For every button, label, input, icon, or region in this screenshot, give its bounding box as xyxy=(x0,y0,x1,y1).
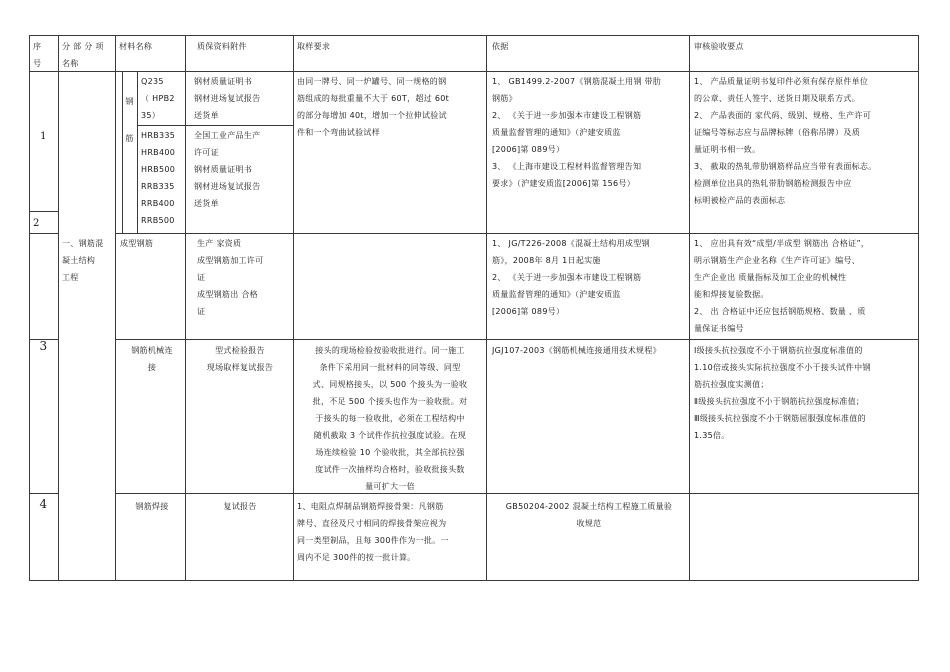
mech-basis: JGJ107-2003《钢筋机械连接通用技术规程》 xyxy=(492,346,661,355)
material-review-table xyxy=(29,35,919,580)
category-label: 一、钢筋混 凝土结构 工程 xyxy=(62,239,104,282)
weld-material: 钢筋焊接 xyxy=(135,502,169,511)
col-divider-2 xyxy=(115,35,116,581)
row-divider-4 xyxy=(29,493,58,494)
formed-docs: 生产 家资质 成型钢筋加工许可 证 成型钢筋出 合格 证 xyxy=(197,239,264,316)
steel-type-hrb: HRB335 HRB400 HRB500 RRB335 RRB400 RRB500 xyxy=(141,131,176,225)
mech-material: 钢筋机械连 接 xyxy=(131,346,173,372)
row-divider-4b xyxy=(115,493,919,494)
col-divider-6 xyxy=(689,35,690,581)
header-category: 分 部 分 项 名称 xyxy=(62,42,104,68)
header-divider xyxy=(29,71,919,72)
steel-group-label-1: 钢 xyxy=(125,97,134,106)
row-divider-3b xyxy=(115,339,919,340)
table-border-bottom xyxy=(29,580,919,581)
steel-docs-a: 钢材质量证明书 钢材进场复试报告 送货单 xyxy=(194,77,261,120)
col-divider-4 xyxy=(293,35,294,581)
row-divider-1 xyxy=(29,211,58,212)
steel-group-label-2: 筋 xyxy=(125,134,134,143)
header-sampling: 取样要求 xyxy=(297,42,331,51)
row-4-seq: 4 xyxy=(39,497,48,511)
mech-sampling: 接头的现场检验按验收批进行。同一施工 条件下采用同一批材料的同等级、同型 式、同规格接头，以 500 个接头为一验收 批，不足 500 个接头也作为一验收批。对 于接头的每一验收批，必须在工程结构中 随机截取 3 个试件作抗拉强度试验。在现 场连续检验 10 个验收批，其全部抗拉强 度试件一次抽样均合格时，验收批接头数 量可扩大一倍 xyxy=(312,346,468,491)
mech-docs: 型式检验报告 现场取样复试报告 xyxy=(206,346,274,372)
weld-basis: GB50204-2002 混凝土结构工程施工质量验 收规范 xyxy=(505,502,673,528)
header-seq: 序 号 xyxy=(33,42,42,68)
table-border-right xyxy=(918,35,919,581)
steel-inner-divider-2 xyxy=(137,71,138,233)
row-2-seq: 2 xyxy=(33,218,40,229)
col-divider-3 xyxy=(185,35,186,581)
weld-docs: 复试报告 xyxy=(223,502,257,511)
steel-sampling: 由同一牌号、同一炉罐号、同一规格的钢 筋组成的每批重量不大于 60T，超过 60t 的部分每增加 40t，增加一个拉伸试验试 件和一个弯曲试验试样 xyxy=(297,77,450,137)
steel-docs-b: 全国工业产品生产 许可证 钢材质量证明书 钢材进场复试报告 送货单 xyxy=(194,131,261,208)
col-divider-1 xyxy=(58,35,59,581)
header-docs: 质保资料附件 xyxy=(197,42,247,51)
row-1-seq: 1 xyxy=(40,131,47,142)
header-material: 材料名称 xyxy=(119,42,153,51)
formed-basis: 1、 JG/T226-2008《混凝土结构用成型钢 筋》，2008年 8月 1日起实施 2、 《关于进一步加强本市建设工程钢筋 质量监督管理的通知》（沪建安质监 [2006]第 089号） xyxy=(492,239,650,316)
weld-sampling: 1、电阻点焊制品钢筋焊接骨架：凡钢筋 牌号、直径及尺寸相同的焊接骨架应视为 同一类型制品，且每 300件作为一批。一 周内不足 300件的按一批计算。 xyxy=(297,502,449,562)
col-divider-5 xyxy=(486,35,487,581)
steel-subdivider xyxy=(137,125,293,126)
formed-review: 1、 应出具有效“成型/半成型 钢筋出 合格证”， 明示钢筋生产企业名称《生产许可证》编号、 生产企业出 质量指标及加工企业的机械性 能和焊接复验数据。 2、 出 合格证中还应包括钢筋规格、数量 、质 量保证书编号 xyxy=(694,239,870,333)
row-divider-2 xyxy=(29,233,58,234)
table-border-top xyxy=(29,35,919,36)
steel-basis: 1、 GB1499.2-2007《钢筋混凝土用钢 带肋 钢筋》 2、 《关于进一步加强本市建设工程钢筋 质量监督管理的通知》（沪建安质监 [2006]第 089号） 3、 《上海市建设工程材料监督管理告知 要求》（沪建安质监[2006]第 156号） xyxy=(492,77,662,188)
header-basis: 依据 xyxy=(492,42,509,51)
row-divider-2b xyxy=(115,233,919,234)
steel-type-q235: Q235 （ HPB2 35） xyxy=(141,77,175,120)
steel-review: 1、 产品质量证明书复印件必须有保存原件单位 的公章、责任人签字、送货日期及联系方式。 2、 产品表面的 家代码、级别、规格、生产许可 证编号等标志应与品牌标牌（俗称吊牌）及质 量证明书相一致。 3、 截取的热轧带肋钢筋样品应当带有表面标志。 检测单位出具的热轧带肋钢筋检测报告中应 标明被检产品的表面标志 xyxy=(694,77,877,205)
header-review: 审核验收要点 xyxy=(694,42,744,51)
row-3-seq: 3 xyxy=(39,339,48,353)
mech-review: Ⅰ级接头抗拉强度不小于钢筋抗拉强度标准值的 1.10倍或接头实际抗拉强度不小于接头试件中钢 筋抗拉强度实测值； Ⅱ级接头抗拉强度不小于钢筋抗拉强度标准值； Ⅲ级接头抗拉强度不小于钢筋屈服强度标准值的 1.35倍。 xyxy=(694,346,871,440)
formed-material: 成型钢筋 xyxy=(120,239,154,248)
